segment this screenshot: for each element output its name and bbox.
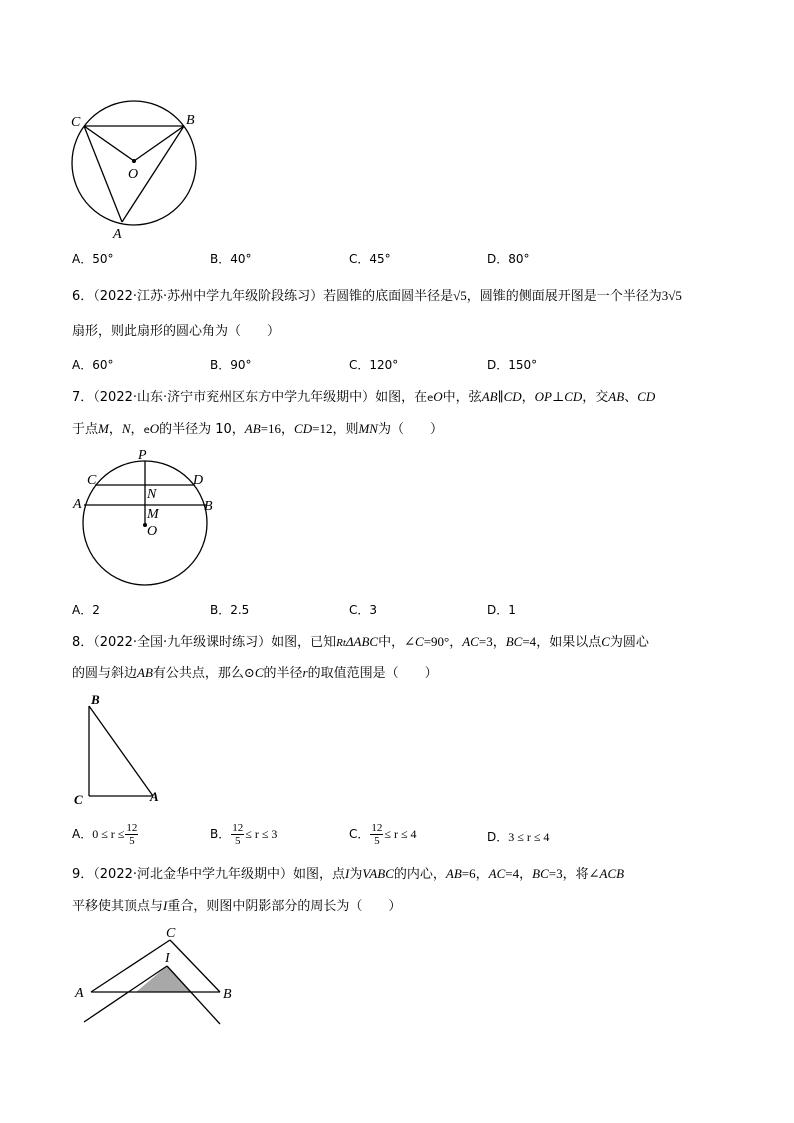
q5-label-o: O xyxy=(128,167,139,182)
q8-b-num: 12 xyxy=(232,822,244,834)
q9-bc-val: =3 xyxy=(548,866,563,881)
q7-cd2: CD xyxy=(294,421,313,436)
q7-figure xyxy=(70,444,220,590)
q7-o: O xyxy=(433,389,443,404)
q7-t5: ， xyxy=(130,422,144,437)
q9-ab: AB xyxy=(445,866,462,881)
q8-angle-val: =90° xyxy=(423,634,450,649)
q9-bc: BC xyxy=(532,866,549,881)
q7-circle-sym2: e xyxy=(143,425,150,436)
q7-circle-sym: e xyxy=(427,393,434,404)
q6-stem-line1 xyxy=(72,288,682,305)
q8-label-b: B xyxy=(91,692,100,707)
q7-mn: MN xyxy=(358,421,378,436)
q8-b-right: ≤ r ≤ 3 xyxy=(245,827,278,841)
q6-option-a: A．60° xyxy=(72,358,114,372)
q5-option-a: A．50° xyxy=(72,252,114,266)
q7-t7: ，则 xyxy=(332,422,359,437)
q6-text-a: 6．（2022·江苏·苏州中学九年级阶段练习）若圆锥的底面圆半径是 xyxy=(72,289,454,304)
q7-ab-cd: AB∥CD xyxy=(481,389,522,404)
q9-translated-right xyxy=(167,966,220,1024)
q8-side-ab xyxy=(89,706,153,796)
q5-label-c: C xyxy=(71,115,81,130)
q6-sqrt5: √5 xyxy=(453,288,467,303)
q7-t4: 于点 xyxy=(72,422,99,437)
q8-a-den: 5 xyxy=(129,835,135,847)
q8-label-c: C xyxy=(74,792,83,807)
q7-option-d: D．1 xyxy=(487,603,516,617)
q7-ab2: AB xyxy=(244,421,261,436)
q9-ac-val: =4 xyxy=(505,866,520,881)
q9-label-b: B xyxy=(223,987,232,1002)
q9-t1: 9．（2022·河北金华中学九年级期中）如图，点 xyxy=(72,867,345,882)
q8-c2: ， xyxy=(492,635,506,650)
q8-stem-line1 xyxy=(72,634,649,651)
q9-tri: VABC xyxy=(362,866,394,881)
q8-r: r xyxy=(302,665,308,680)
q7-t1: 7．（2022·山东·济宁市兖州区东方中学九年级期中）如图，在 xyxy=(72,390,428,405)
q7-stem-line1 xyxy=(72,389,655,407)
q9-ab-val: =6 xyxy=(461,866,476,881)
q6-text-b: ，圆锥的侧面展开图是一个半径为 xyxy=(466,289,662,304)
q7-ab-val: =16 xyxy=(260,421,282,436)
q8-b-den: 5 xyxy=(234,835,241,847)
q8-a-letter: A． xyxy=(72,827,93,841)
q7-cd: CD xyxy=(637,389,656,404)
q8-t7: 的半径 xyxy=(263,666,303,681)
q8-t4: 为圆心 xyxy=(609,635,649,650)
q8-c1: ， xyxy=(449,635,463,650)
q7-label-d: D xyxy=(193,473,204,488)
q8-ac-val: =3 xyxy=(478,634,493,649)
q9-c2: ， xyxy=(519,867,533,882)
q8-t2: 中， xyxy=(378,635,405,650)
q7-option-b: B．2.5 xyxy=(210,603,250,617)
q8-c-frac xyxy=(370,822,383,847)
q5-option-c: C．45° xyxy=(349,252,391,266)
q7-cd-val: =12 xyxy=(312,421,333,436)
q7-comma: ， xyxy=(108,422,122,437)
q5-option-b: B．40° xyxy=(210,252,252,266)
q7-t3: ，交 xyxy=(582,390,609,405)
q7-t2: 中，弦 xyxy=(442,390,482,405)
q8-t6: 有公共点，那么 xyxy=(152,666,244,681)
q9-c1: ， xyxy=(475,867,489,882)
q6-option-d: D．150° xyxy=(487,358,538,372)
q7-t8: 为（ ） xyxy=(377,422,443,437)
q7-sep1: ， xyxy=(521,390,535,405)
q7-option-c: C．3 xyxy=(349,603,378,617)
q8-bc-val: =4 xyxy=(522,634,537,649)
q5-figure xyxy=(64,96,234,242)
q8-option-d xyxy=(487,830,549,844)
q8-t3: ，如果以点 xyxy=(536,635,602,650)
q7-label-n: N xyxy=(147,487,157,502)
q7-label-b: B xyxy=(204,499,213,514)
q8-c-right: ≤ r ≤ 4 xyxy=(384,827,417,841)
q8-rt: Rt xyxy=(336,637,346,649)
q5-radius-ob xyxy=(134,126,184,161)
q7-t6: 的半径为 10， xyxy=(159,422,245,437)
q7-option-a: A．2 xyxy=(72,603,100,617)
q9-i2: I xyxy=(163,898,168,913)
q8-stem-line2 xyxy=(72,665,438,682)
q9-stem-line1 xyxy=(72,866,624,883)
q5-option-d: D．80° xyxy=(487,252,530,266)
q8-c-letter: C． xyxy=(349,827,370,841)
q8-a-left: 0 ≤ r ≤ xyxy=(92,827,125,841)
q9-translated-left xyxy=(84,966,167,1022)
q8-a-num: 12 xyxy=(126,822,138,834)
q8-bc: BC xyxy=(505,634,523,649)
q8-ab: AB xyxy=(137,665,153,680)
q7-label-a: A xyxy=(73,497,82,512)
q8-t1: 8．（2022·全国·九年级课时练习）如图，已知 xyxy=(72,635,337,650)
q8-angle: ∠C xyxy=(404,634,424,649)
q9-t4: ，将 xyxy=(562,867,589,882)
q7-n: N xyxy=(121,421,131,436)
q7-m: M xyxy=(98,421,109,436)
q7-label-m: M xyxy=(147,507,159,522)
q9-label-c: C xyxy=(166,926,176,941)
q6-option-b: B．90° xyxy=(210,358,252,372)
q8-ac: AC xyxy=(462,634,479,649)
q7-label-o: O xyxy=(147,524,158,539)
q7-comma2: ， xyxy=(281,422,295,437)
q8-b-letter: B． xyxy=(210,827,231,841)
q7-stem-line2 xyxy=(72,421,443,439)
q8-pc: C xyxy=(601,634,610,649)
q7-label-p: P xyxy=(138,448,147,463)
q8-odot: ⊙C xyxy=(243,665,264,680)
q8-d-left: 3 ≤ r ≤ 4 xyxy=(508,830,550,844)
q8-figure xyxy=(70,690,180,808)
q8-d-letter: D． xyxy=(487,830,509,844)
q8-t8: 的取值范围是（ ） xyxy=(307,666,438,681)
q7-ab: AB xyxy=(608,389,625,404)
q8-option-c xyxy=(349,822,417,847)
q7-label-c: C xyxy=(87,473,97,488)
q9-t5: 平移使其顶点与 xyxy=(72,899,164,914)
q6-option-c: C．120° xyxy=(349,358,399,372)
q7-op-cd: OP⊥CD xyxy=(534,389,583,404)
q9-ac: AC xyxy=(488,866,506,881)
q5-label-b: B xyxy=(186,113,195,128)
q9-label-a: A xyxy=(75,986,84,1001)
q8-label-a: A xyxy=(150,789,159,804)
q8-option-b xyxy=(210,822,277,847)
q8-t5: 的圆与斜边 xyxy=(72,666,138,681)
q8-b-frac xyxy=(231,822,244,847)
q9-acb: ∠ACB xyxy=(588,866,625,881)
q6-3sqrt5: 3√5 xyxy=(661,288,682,303)
q8-option-a xyxy=(72,822,139,847)
q9-figure xyxy=(70,922,250,1028)
q9-t3: 的内心， xyxy=(393,867,446,882)
q8-tri: ΔABC xyxy=(345,634,379,649)
q9-i: I xyxy=(345,866,350,881)
q5-label-a: A xyxy=(113,227,122,242)
q5-center-dot xyxy=(132,159,136,163)
q8-c-den: 5 xyxy=(374,835,380,847)
q9-shaded-region xyxy=(136,966,190,992)
q6-stem-line2: 扇形，则此扇形的圆心角为（ ） xyxy=(72,324,281,339)
q9-t6: 重合，则图中阴影部分的周长为（ ） xyxy=(167,899,402,914)
q7-o2: O xyxy=(149,421,160,436)
q9-t2: 为 xyxy=(349,867,363,882)
q5-chord-ca xyxy=(84,126,122,222)
q8-c-num: 12 xyxy=(371,822,383,834)
q8-a-frac xyxy=(125,822,138,847)
q9-label-i: I xyxy=(165,951,170,966)
q9-stem-line2 xyxy=(72,898,401,915)
q7-dun: 、 xyxy=(624,390,638,405)
